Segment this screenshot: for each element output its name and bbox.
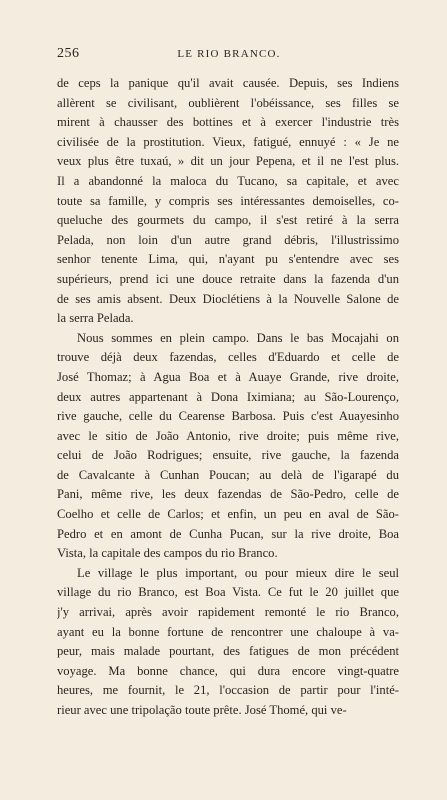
- text-line: supérieurs, prend ici une douce retraite dans la fazenda d'un: [57, 271, 399, 286]
- text-line: avec le sitio de João Antonio, rive droite; puis même rive,: [57, 428, 399, 443]
- text-line: Coelho et celle de Carlos; et enfin, un peu en aval de São-: [57, 507, 399, 522]
- text-line: José Thomaz; à Agua Boa et à Auaye Grande, rive droite,: [57, 369, 399, 384]
- text-line: ayant eu la bonne fortune de rencontrer une chaloupe à va-: [57, 624, 399, 639]
- text-line: Pani, même rive, les deux fazendas de São-Pedro, celle de: [57, 487, 399, 502]
- text-line: peur, mais malade pourtant, des fatigues de mon précédent: [57, 644, 399, 659]
- paragraph: [57, 564, 399, 721]
- text-line: voyage. Ma bonne chance, qui dura encore vingt-quatre: [57, 663, 399, 678]
- text-line: Vista, la capitale des campos du rio Branco.: [57, 546, 278, 561]
- text-line: de Cavalcante à Cunhan Poucan; au delà de l'igarapé du: [57, 467, 399, 482]
- text-line: rive gauche, celle du Cearense Barbosa. Puis c'est Auayesinho: [57, 409, 399, 424]
- running-head: LE RIO BRANCO.: [177, 48, 281, 60]
- text-line: mirent à chausser des bottines et à exercer l'industrie très: [57, 115, 399, 130]
- text-line: heures, me fournit, le 21, l'occasion de partir pour l'inté-: [57, 683, 399, 698]
- paragraph: [57, 74, 399, 329]
- text-line: queluche des gourmets du campo, il s'est retiré à la serra: [57, 213, 399, 228]
- text-line: Pelada, non loin d'un autre grand débris, l'illustrissimo: [57, 232, 399, 247]
- text-line: celui de João Rodrigues; ensuite, rive gauche, la fazenda: [57, 448, 399, 463]
- text-line: toute sa famille, y compris ses intéressantes demoiselles, co-: [57, 193, 399, 208]
- text-line: village du rio Branco, est Boa Vista. Ce fut le 20 juillet que: [57, 585, 399, 600]
- text-line: de ses amis absent. Deux Dioclétiens à la Nouvelle Salone de: [57, 291, 399, 306]
- text-line: deux autres appartenant à Dona Iximiana; au São-Lourenço,: [57, 389, 399, 404]
- text-line: senhor tenente Lima, qui, n'ayant pu s'entendre avec ses: [57, 252, 399, 267]
- text-line: Le village le plus important, ou pour mieux dire le seul: [77, 565, 399, 580]
- text-line: civilisée de la prostitution. Vieux, fatigué, ennuyé : « Je ne: [57, 134, 399, 149]
- text-line: allèrent se civilisant, oublièrent l'obéissance, ses filles se: [57, 95, 399, 110]
- page-number: 256: [57, 46, 80, 61]
- text-line: veux plus être tuxaú, » dit un jour Pepena, et il ne l'est plus.: [57, 154, 399, 169]
- text-line: j'y arrivai, après avoir rapidement remonté le rio Branco,: [57, 605, 399, 620]
- text-line: Pedro et en amont de Cunha Pucan, sur la rive droite, Boa: [57, 526, 399, 541]
- text-line: de ceps la panique qu'il avait causée. Depuis, ses Indiens: [57, 76, 399, 90]
- text-line: rieur avec une tripolação toute prête. José Thomé, qui ve-: [57, 703, 347, 717]
- text-line: Nous sommes en plein campo. Dans le bas Mocajahi on: [77, 330, 399, 345]
- text-line: la serra Pelada.: [57, 311, 134, 326]
- body-text: [57, 74, 399, 721]
- page-header: [57, 46, 401, 62]
- text-line: trouve déjà deux fazendas, celles d'Eduardo et celle de: [57, 350, 399, 365]
- paragraph: [57, 329, 399, 564]
- text-line: Il a abandonné la maloca du Tucano, sa capitale, et avec: [57, 173, 399, 188]
